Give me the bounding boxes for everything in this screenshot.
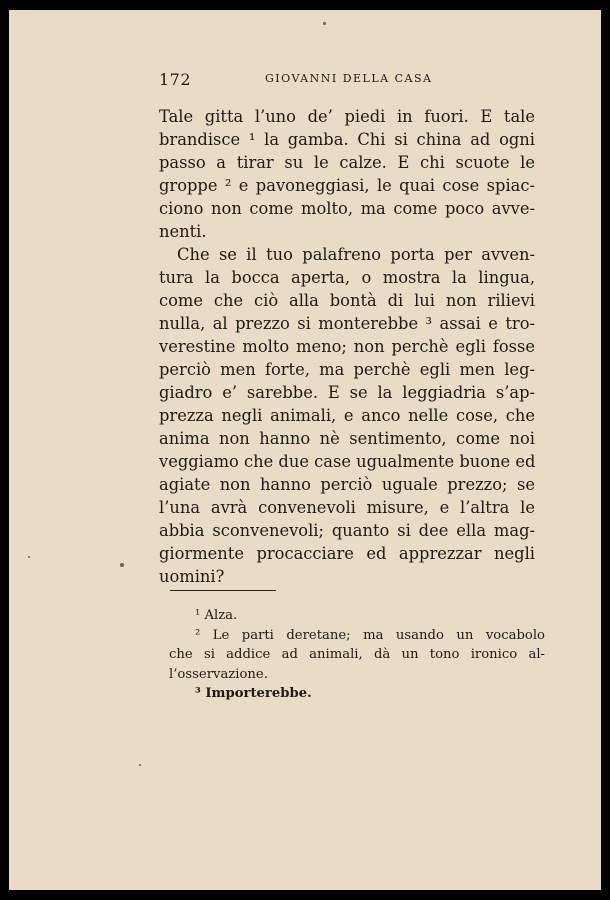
text-line: uomini? [159, 567, 225, 586]
paper-speck [120, 563, 124, 567]
running-title: GIOVANNI DELLA CASA [265, 72, 433, 85]
footnote-line: ³ Importerebbe. [195, 686, 312, 701]
text-line: prezza negli animali, e anco nelle cose, che [159, 406, 535, 425]
text-line: l’una avrà convenevoli misure, e l’altra le [159, 498, 535, 517]
footnote-line: ² Le parti deretane; ma usando un vocabolo [195, 627, 545, 643]
paper-speck [28, 556, 30, 558]
text-line: come che ciò alla bontà di lui non rilievi [159, 291, 535, 310]
text-line: nulla, al prezzo si monterebbe ³ assai e tro- [159, 314, 535, 333]
paper-speck [323, 22, 326, 25]
text-line: giormente procacciare ed apprezzar negli [159, 544, 535, 563]
text-line: anima non hanno nè sentimento, come noi [159, 429, 535, 448]
text-line: brandisce ¹ la gamba. Chi si china ad ogni [159, 130, 535, 149]
footnote-line: ¹ Alza. [195, 608, 238, 623]
footnote-line: l’osservazione. [169, 666, 268, 682]
text-line: passo a tirar su le calze. E chi scuote le [159, 153, 535, 172]
text-line: Che se il tuo palafreno porta per avven- [177, 245, 535, 264]
text-line: groppe ² e pavoneggiasi, le quai cose spiac- [159, 176, 535, 195]
text-line: nenti. [159, 222, 207, 241]
text-line: tura la bocca aperta, o mostra la lingua, [159, 268, 535, 287]
body-text [159, 105, 535, 588]
footnote-line: che si addice ad animali, dà un tono ironico al- [169, 647, 545, 662]
text-line: verestine molto meno; non perchè egli fosse [159, 337, 535, 356]
footnote-divider [170, 590, 276, 591]
text-line: veggiamo che due case ugualmente buone ed [159, 452, 536, 471]
text-line: perciò men forte, ma perchè egli men leg- [159, 360, 535, 379]
footnotes [169, 606, 545, 704]
text-line: abbia sconvenevoli; quanto si dee ella mag- [159, 521, 535, 540]
text-line: Tale gitta l’uno de’ piedi in fuori. E tale [159, 107, 535, 126]
page-number: 172 [159, 70, 192, 89]
paper-speck [139, 764, 141, 766]
text-line: agiate non hanno perciò uguale prezzo; se [159, 475, 535, 494]
book-page [9, 10, 601, 890]
text-line: giadro e’ sarebbe. E se la leggiadria s’ap- [159, 383, 535, 402]
text-line: ciono non come molto, ma come poco avve- [159, 199, 535, 218]
page-header [159, 70, 543, 90]
